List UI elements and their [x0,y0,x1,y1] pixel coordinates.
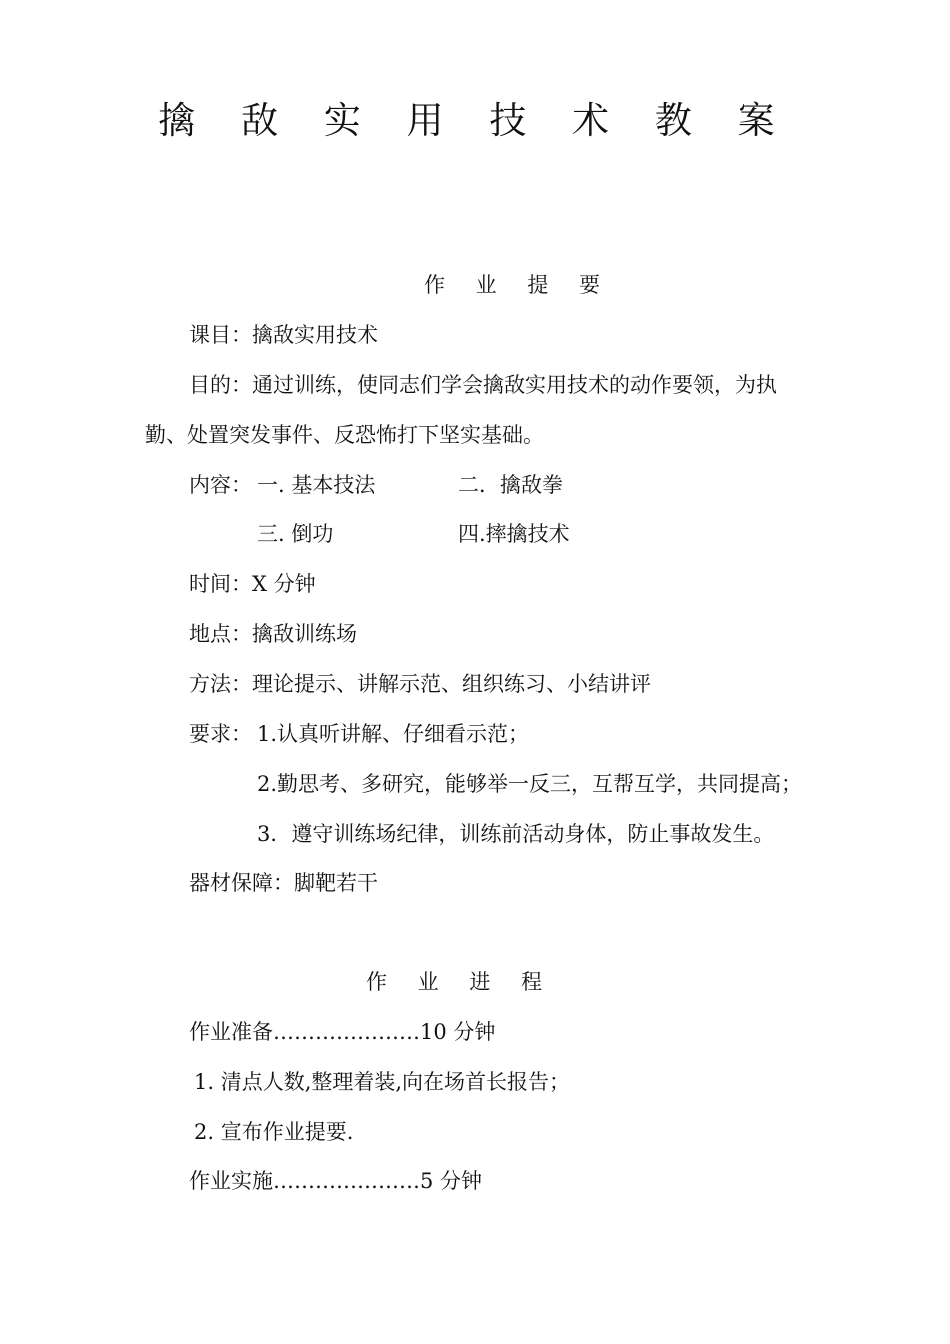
content-label: 内容： [189,473,252,497]
prep-line: 作业准备…………………10 分钟 [189,1020,496,1044]
impl-line: 作业实施…………………5 分钟 [189,1169,483,1193]
method-line: 方法：理论提示、讲解示范、组织练习、小结讲评 [189,672,651,696]
document-title: 擒 敌 实 用 技 术 教 案 [158,99,792,142]
location-line: 地点：擒敌训练场 [189,622,357,646]
summary-heading: 作 业 提 要 [424,273,613,297]
content-item-1: 一. 基本技法 [257,473,376,497]
requirements-label: 要求： [189,722,252,746]
time-line: 时间：X 分钟 [189,572,316,596]
requirement-1: 1.认真听讲解、仔细看示范； [257,722,530,746]
requirement-2: 2.勤思考、多研究，能够举一反三，互帮互学，共同提高； [257,772,803,796]
prep-step-1: 1. 清点人数,整理着装,向在场首长报告； [194,1070,571,1094]
requirement-3: 3．遵守训练场纪律，训练前活动身体，防止事故发生。 [257,822,775,846]
progress-heading: 作 业 进 程 [366,970,555,994]
content-item-2: 二．擒敌拳 [458,473,563,497]
purpose-line-1: 目的：通过训练，使同志们学会擒敌实用技术的动作要领，为执 [189,373,777,397]
course-line: 课目：擒敌实用技术 [189,323,378,347]
prep-step-2: 2. 宣布作业提要. [194,1120,354,1144]
content-item-4: 四.摔擒技术 [458,522,570,546]
purpose-line-2: 勤、处置突发事件、反恐怖打下坚实基础。 [145,423,544,447]
content-item-3: 三. 倒功 [257,522,334,546]
equipment-line: 器材保障：脚靶若干 [189,871,378,895]
